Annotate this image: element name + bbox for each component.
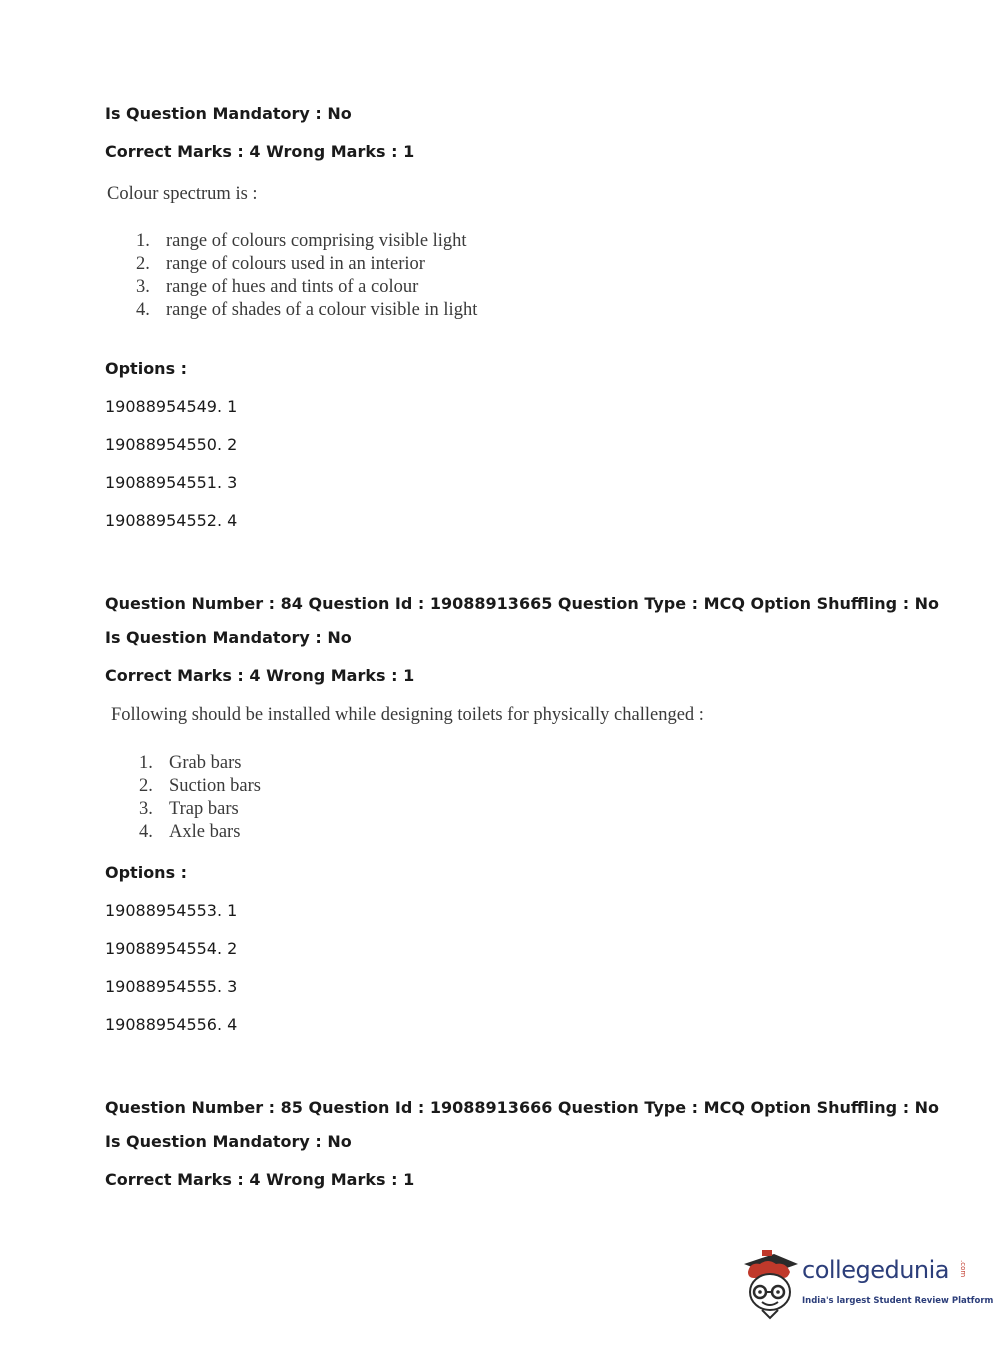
choice-item: 2. range of colours used in an interior xyxy=(136,254,425,274)
marks-line: Correct Marks : 4 Wrong Marks : 1 xyxy=(105,1170,415,1189)
collegedunia-logo[interactable] xyxy=(740,1248,994,1320)
choice-item: 4. range of shades of a colour visible in light xyxy=(136,300,478,320)
question-header: Question Number : 85 Question Id : 19088913666 Question Type : MCQ Option Shuffling : No xyxy=(105,1098,940,1117)
mandatory-line: Is Question Mandatory : No xyxy=(105,104,352,123)
option-item: 19088954549. 1 xyxy=(105,397,238,416)
marks-line: Correct Marks : 4 Wrong Marks : 1 xyxy=(105,142,415,161)
option-item: 19088954552. 4 xyxy=(105,511,238,530)
option-item: 19088954551. 3 xyxy=(105,473,238,492)
option-item: 19088954556. 4 xyxy=(105,1015,238,1034)
option-item: 19088954550. 2 xyxy=(105,435,238,454)
choice-item: 1. Grab bars xyxy=(139,753,242,773)
option-item: 19088954555. 3 xyxy=(105,977,238,996)
options-label: Options : xyxy=(105,359,188,378)
question-stem: Colour spectrum is : xyxy=(107,184,258,204)
options-label: Options : xyxy=(105,863,188,882)
choice-item: 1. range of colours comprising visible light xyxy=(136,231,467,251)
choice-item: 3. Trap bars xyxy=(139,799,239,819)
marks-line: Correct Marks : 4 Wrong Marks : 1 xyxy=(105,666,415,685)
mascot-icon xyxy=(740,1248,802,1320)
brand-name: collegedunia xyxy=(802,1256,950,1284)
choice-item: 3. range of hues and tints of a colour xyxy=(136,277,419,297)
choice-item: 4. Axle bars xyxy=(139,822,241,842)
choice-list xyxy=(139,752,261,844)
question-stem: Following should be installed while designing toilets for physically challenged : xyxy=(111,705,704,725)
choice-list xyxy=(136,230,477,322)
mandatory-line: Is Question Mandatory : No xyxy=(105,628,352,647)
choice-item: 2. Suction bars xyxy=(139,776,261,796)
mandatory-line: Is Question Mandatory : No xyxy=(105,1132,352,1151)
option-item: 19088954554. 2 xyxy=(105,939,238,958)
option-item: 19088954553. 1 xyxy=(105,901,238,920)
question-header: Question Number : 84 Question Id : 19088913665 Question Type : MCQ Option Shuffling : No xyxy=(105,594,940,613)
brand-domain: .com xyxy=(959,1260,967,1278)
brand-tagline: India's largest Student Review Platform xyxy=(802,1296,994,1306)
